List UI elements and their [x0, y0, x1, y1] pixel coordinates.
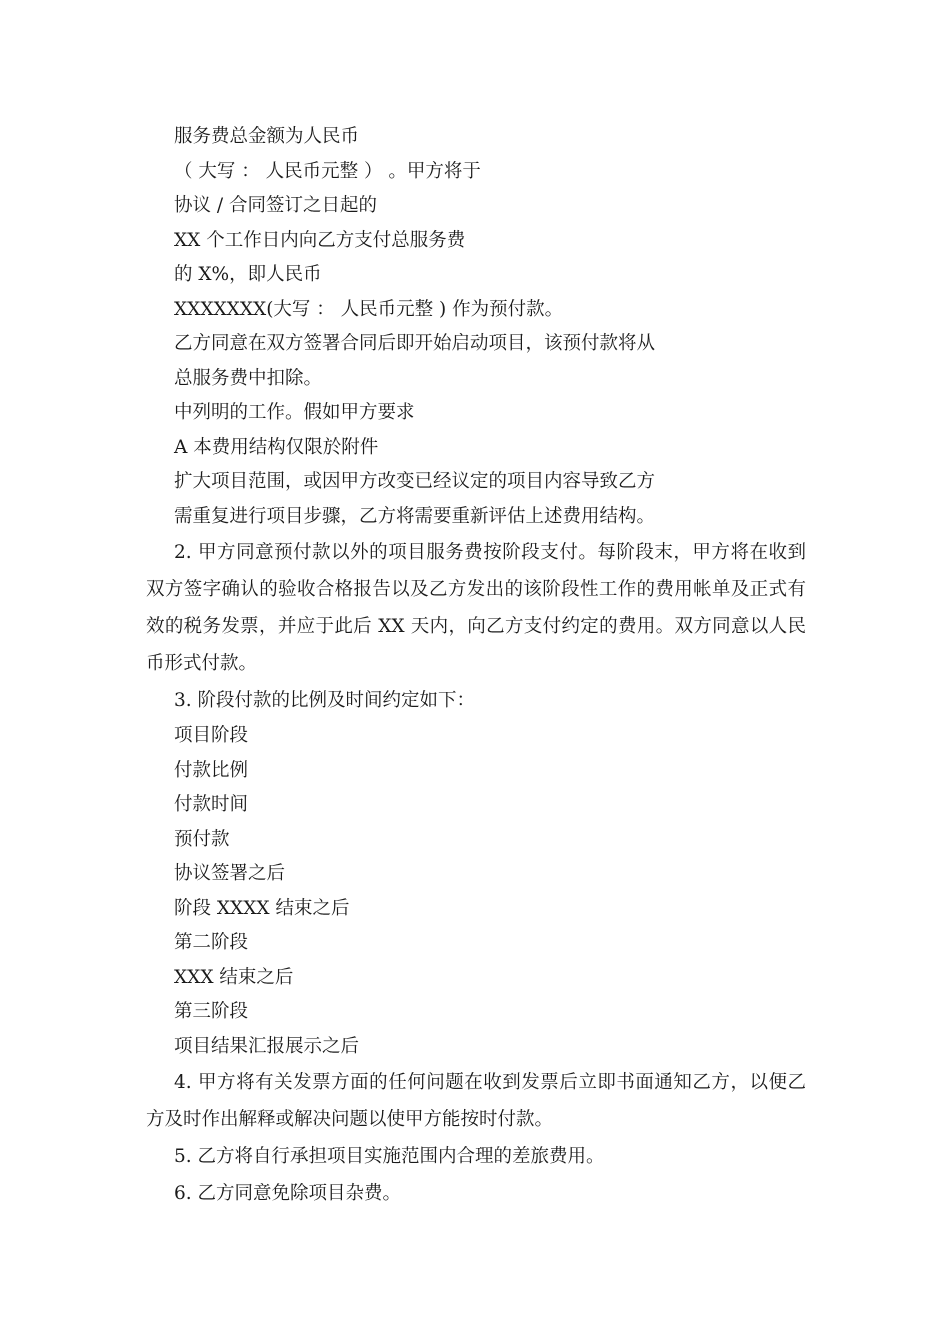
text-line: 服务费总金额为人民币 [174, 126, 360, 147]
payment-table-cell: 项目结果汇报展示之后 [174, 1035, 360, 1057]
clause-6-paragraph: 6. 乙方同意免除项目杂费。 [174, 1183, 402, 1204]
text-line: A 本费用结构仅限於附件 [174, 436, 379, 458]
payment-table-cell: 项目阶段 [174, 725, 249, 746]
clause-2-paragraph: 2. 甲方同意预付款以外的项目服务费按阶段支付。每阶段末，甲方将在收到双方签字确认的验收合格报告以及乙方发出的该阶段性工作的费用帐单及正式有效的税务发票，并应于此后 XX 天内，向乙方支付约定的费用。双方同意以人民币形式付款。 [146, 542, 806, 674]
text-line: 中列明的工作。假如甲方要求 [174, 402, 415, 423]
clause-5-paragraph: 5. 乙方将自行承担项目实施范围内合理的差旅费用。 [174, 1146, 605, 1167]
payment-table-cell: 协议签署之后 [174, 863, 286, 884]
payment-table-cell: 阶段 XXXX 结束之后 [174, 897, 350, 919]
text-line: XX 个工作日内向乙方支付总服务费 [174, 229, 466, 251]
text-line: XXXXXXX(大写 ： 人民币元整 ) 作为预付款。 [174, 298, 564, 320]
text-line: 总服务费中扣除。 [174, 367, 323, 389]
payment-table-cell: 付款时间 [174, 794, 249, 815]
payment-table-cell: 预付款 [174, 828, 230, 850]
text-line: 扩大项目范围，或因甲方改变已经议定的项目内容导致乙方 [174, 471, 656, 492]
text-line: 乙方同意在双方签署合同后即开始启动项目，该预付款将从 [174, 333, 656, 354]
document-body [146, 120, 806, 1212]
payment-table-cell: 第二阶段 [174, 932, 249, 953]
payment-table-cell: 第三阶段 [174, 1001, 249, 1022]
payment-table-cell: XXX 结束之后 [174, 966, 294, 988]
text-line: 的 X%，即人民币 [174, 264, 322, 285]
payment-table-cell: 付款比例 [174, 759, 249, 781]
clause-3-paragraph: 3. 阶段付款的比例及时间约定如下： [174, 690, 476, 711]
text-line: 需重复进行项目步骤，乙方将需要重新评估上述费用结构。 [174, 505, 656, 527]
text-line: 协议 / 合同签订之日起的 [174, 195, 377, 216]
clause-4-paragraph: 4. 甲方将有关发票方面的任何问题在收到发票后立即书面通知乙方，以便乙方及时作出解释或解决问题以使甲方能按时付款。 [146, 1072, 806, 1130]
text-line: （ 大写 ： 人民币元整 ） 。甲方将于 [174, 160, 481, 182]
